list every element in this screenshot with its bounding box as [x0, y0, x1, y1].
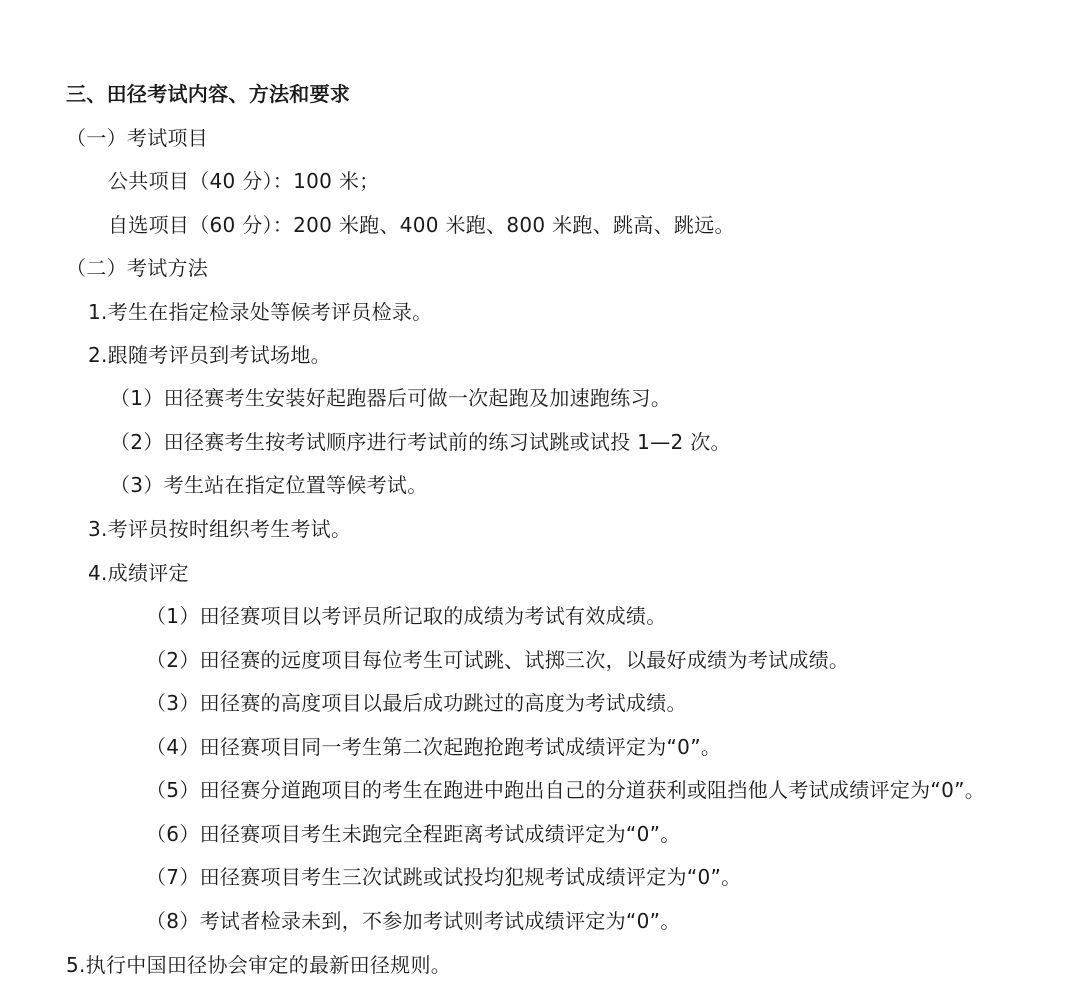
step4-item-7: （7）田径赛项目考生三次试跳或试投均犯规考试成绩评定为“0”。: [146, 865, 742, 889]
step4-item-4: （4）田径赛项目同一考生第二次起跑抢跑考试成绩评定为“0”。: [146, 735, 722, 759]
section-title: 三、田径考试内容、方法和要求: [66, 82, 351, 106]
step4-item-1: （1）田径赛项目以考评员所记取的成绩为考试有效成绩。: [146, 604, 667, 628]
step-5: 5.执行中国田径协会审定的最新田径规则。: [66, 953, 452, 977]
step2-item-1: （1）田径赛考生安装好起跑器后可做一次起跑及加速跑练习。: [110, 386, 672, 410]
part2-title: （二）考试方法: [66, 256, 209, 280]
step-1: 1.考生在指定检录处等候考评员检录。: [88, 300, 433, 324]
step4-item-2: （2）田径赛的远度项目每位考生可试跳、试掷三次，以最好成绩为考试成绩。: [146, 648, 850, 672]
optional-item: 自选项目（60 分）：200 米跑、400 米跑、800 米跑、跳高、跳远。: [108, 213, 735, 237]
step2-item-2: （2）田径赛考生按考试顺序进行考试前的练习试跳或试投 1—2 次。: [110, 430, 731, 454]
step4-item-8: （8）考试者检录未到，不参加考试则考试成绩评定为“0”。: [146, 909, 681, 933]
public-item: 公共项目（40 分）：100 米；: [108, 169, 380, 193]
step4-item-3: （3）田径赛的高度项目以最后成功跳过的高度为考试成绩。: [146, 691, 687, 715]
step-3: 3.考评员按时组织考生考试。: [88, 517, 352, 541]
part1-title: （一）考试项目: [66, 126, 209, 150]
step4-item-5: （5）田径赛分道跑项目的考生在跑进中跑出自己的分道获利或阻挡他人考试成绩评定为“0”。: [146, 778, 986, 802]
step-4: 4.成绩评定: [88, 561, 189, 585]
step-2: 2.跟随考评员到考试场地。: [88, 343, 331, 367]
step4-item-6: （6）田径赛项目考生未跑完全程距离考试成绩评定为“0”。: [146, 822, 681, 846]
step2-item-3: （3）考生站在指定位置等候考试。: [110, 473, 428, 497]
